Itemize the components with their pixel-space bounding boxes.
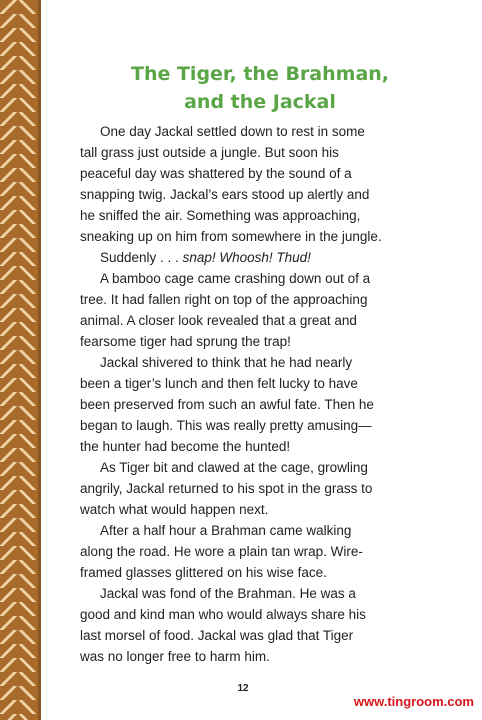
watermark-url: www.tingroom.com <box>353 694 474 709</box>
story-line-text: sneaking up on him from somewhere in the jungle. <box>80 229 382 244</box>
story-line-text: the hunter had become the hunted! <box>80 439 291 454</box>
story-line-text: peaceful day was shattered by the sound of a <box>80 166 352 181</box>
story-line <box>80 352 460 373</box>
story-line <box>80 541 460 562</box>
story-line-text: fearsome tiger had sprung the trap! <box>80 334 291 349</box>
story-line-text: As Tiger bit and clawed at the cage, growling <box>100 460 368 475</box>
decorative-border <box>0 0 38 720</box>
story-line <box>80 436 460 457</box>
story-line-text: Jackal shivered to think that he had nearly <box>100 355 353 370</box>
story-line-text: angrily, Jackal returned to his spot in the grass to <box>80 481 373 496</box>
story-line <box>80 310 460 331</box>
story-line <box>80 268 460 289</box>
story-line-text: Jackal was fond of the Brahman. He was a <box>100 586 356 601</box>
story-line <box>80 289 460 310</box>
page-number: 12 <box>237 683 249 694</box>
story-line <box>80 415 460 436</box>
story-line <box>80 184 460 205</box>
story-title-line2: and the Jackal <box>184 91 336 113</box>
story-line <box>80 163 460 184</box>
story-line <box>80 121 460 142</box>
story-line <box>80 457 460 478</box>
story-line <box>80 394 460 415</box>
story-line <box>80 331 460 352</box>
story-line <box>80 625 460 646</box>
story-line-text: was no longer free to harm him. <box>80 649 270 664</box>
story-line-text: watch what would happen next. <box>80 502 269 517</box>
story-line-text: been a tiger’s lunch and then felt lucky to have <box>80 376 358 391</box>
story-body <box>80 121 460 667</box>
story-line <box>80 142 460 163</box>
story-line-text: good and kind man who would always share his <box>80 607 366 622</box>
story-line-text: One day Jackal settled down to rest in some <box>100 124 365 139</box>
border-edge <box>38 0 41 720</box>
story-line <box>80 520 460 541</box>
story-line-emphasis: snap! Whoosh! Thud! <box>182 250 311 265</box>
story-line <box>80 583 460 604</box>
story-line <box>80 247 460 268</box>
story-line-text: animal. A closer look revealed that a great and <box>80 313 357 328</box>
story-line-text: been preserved from such an awful fate. Then he <box>80 397 374 412</box>
story-line <box>80 604 460 625</box>
story-line <box>80 226 460 247</box>
story-line-text: framed glasses glittered on his wise face. <box>80 565 327 580</box>
story-line-text: along the road. He wore a plain tan wrap. Wire- <box>80 544 363 559</box>
story-line-text: Suddenly . . . <box>100 250 183 265</box>
story-title-line1: The Tiger, the Brahman, <box>130 63 390 85</box>
story-line-text: last morsel of food. Jackal was glad that Tiger <box>80 628 354 643</box>
story-line <box>80 478 460 499</box>
story-line-text: After a half hour a Brahman came walking <box>100 523 352 538</box>
story-line <box>80 562 460 583</box>
story-line-text: A bamboo cage came crashing down out of a <box>100 271 371 286</box>
story-line <box>80 499 460 520</box>
story-line-text: tall grass just outside a jungle. But soon his <box>80 145 339 160</box>
story-line <box>80 646 460 667</box>
story-line <box>80 373 460 394</box>
story-line <box>80 205 460 226</box>
story-line-text: began to laugh. This was really pretty amusing— <box>80 418 372 433</box>
story-line-text: snapping twig. Jackal’s ears stood up alertly and <box>80 187 370 202</box>
story-line-text: tree. It had fallen right on top of the approaching <box>80 292 368 307</box>
story-line-text: he sniffed the air. Something was approaching, <box>80 208 361 223</box>
